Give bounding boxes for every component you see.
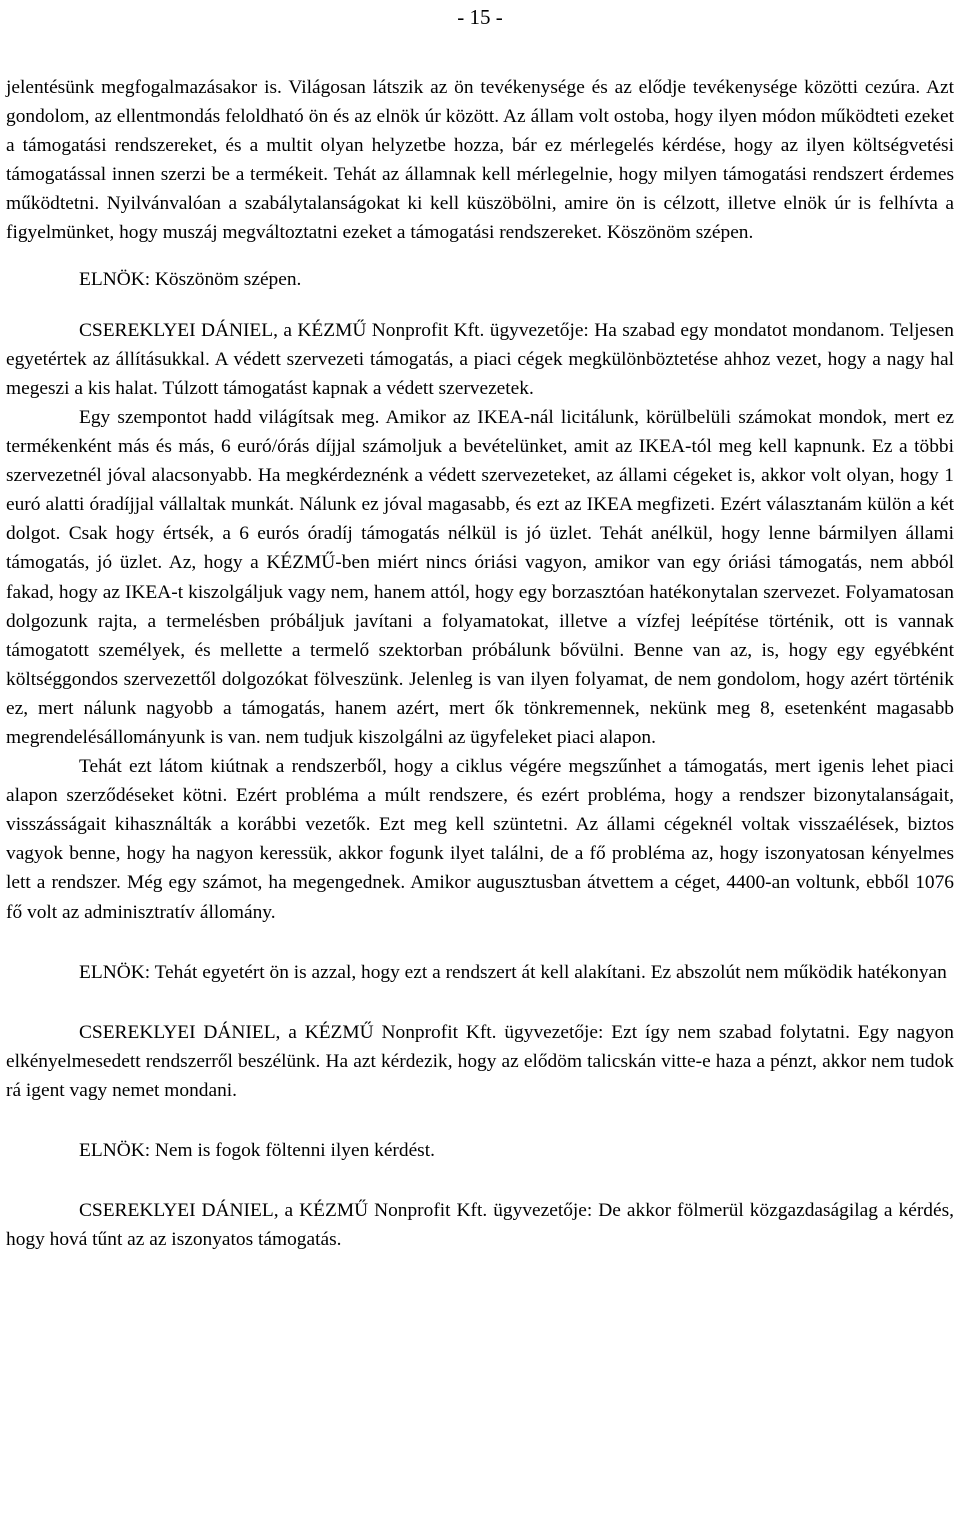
transcript-body — [6, 73, 954, 1254]
paragraph-chair-question: ELNÖK: Tehát egyetért ön is azzal, hogy ezt a rendszert át kell alakítani. Ez abszolút nem működik hatékonyan — [79, 961, 947, 983]
paragraph-speaker-reply: CSEREKLYEI DÁNIEL, a KÉZMŰ Nonprofit Kft. ügyvezetője: Ezt így nem szabad folytatni. Egy nagyon elkényelmesedett rendszerről beszélünk. Ha azt kérdezik, hogy az elődöm talicskán vitte-e haza a pénzt, akkor nem tudok rá igent vagy nemet mondani. — [6, 1021, 954, 1101]
paragraph-continuation: jelentésünk megfogalmazásakor is. Világosan látszik az ön tevékenysége és az elődje tevékenysége közötti cezúra. Azt gondolom, az ellentmondás feloldható ön és az elnök úr között. Az állam volt ostoba, hogy ilyen módon működteti ezeket a támogatási rendszereket, és a multit olyan helyzetbe hozza, bár ez mérlegelés kérdése, hogy az ilyen költségvetési támogatással innen szerzi be a termékeit. Tehát az államnak kell mérlegelnie, hogy milyen támogatási rendszert érdemes működtetni. Nyilvánvalóan a szabálytalanságokat ki kell küszöbölni, amire ön is célzott, illetve elnök úr is felhívta a figyelmünket, hogy muszáj megváltoztatni ezeket a támogatási rendszereket. Köszönöm szépen. — [6, 77, 954, 244]
paragraph-chair-remark: ELNÖK: Nem is fogok föltenni ilyen kérdést. — [79, 1140, 435, 1161]
document-page — [6, 0, 954, 1254]
paragraph-speaker-final: CSEREKLYEI DÁNIEL, a KÉZMŰ Nonprofit Kft. ügyvezetője: De akkor fölmerül közgazdaságilag a kérdés, hogy hová tűnt az az iszonyatos támogatás. — [6, 1200, 954, 1251]
paragraph-speaker-point: Egy szempontot hadd világítsak meg. Amikor az IKEA-nál licitálunk, körülbelüli számokat mondok, mert ez termékenként más és más, 6 euró/órás díjjal számoljuk a bevételünket, amit az IKEA-tól meg kell kapnunk. Ez a többi szervezetnél jóval alacsonyabb. Ha megkérdeznénk a védett szervezeteket, az állami cégeket is, akkor volt olyan, hogy 1 euró alatti óradíjjal vállaltak munkát. Nálunk ez jóval magasabb, és ezt az IKEA megfizeti. Ezért választanám külön a két dolgot. Csak hogy értsék, a 6 eurós óradíj támogatás nélkül is jó üzlet. Tehát anélkül, hogy lenne bármilyen állami támogatás, jó üzlet. Az, hogy a KÉZMŰ-ben miért nincs óriási vagyon, amikor van egy óriási támogatás, nem abból fakad, hogy az IKEA-t kiszolgáljuk vagy nem, hanem attól, hogy egy borzasztóan hatékonytalan szervezet. Folyamatosan dolgozunk rajta, a termelésben próbáljuk javítani a folyamatokat, illetve a vízfej leépítése történik, ott is vannak támogatott személyek, és mellette a termelő szektorban próbálunk bővülni. Benne van az, is, hogy egy egyébként költséggondos szervezettől dolgozókat fölveszünk. Jelenleg is van ilyen folyamat, de nem gondolom, hogy azért történik ez, mert nálunk nagyobb a támogatás, hanem azért, mert ők tönkremennek, nekünk meg 8, esetenként magasabb megrendelésállományunk is van. nem tudjuk kiszolgálni az ügyfeleket piaci alapon. — [6, 406, 954, 748]
paragraph-speaker-conclusion: Tehát ezt látom kiútnak a rendszerből, hogy a ciklus végére megszűnhet a támogatás, mert igenis lehet piaci alapon szerződéseket kötni. Ezért probléma a múlt rendszere, és ezért probléma, hogy a rendszer bizonytalanságait, visszásságait kihasználták a korábbi vezetők. Ezt meg kell szüntetni. Az állami cégeknél voltak visszaélések, biztos vagyok benne, hogy ha nagyon keressük, akkor fogunk ilyet találni, de a fő probléma az, hogy iszonyatosan kényelmes lett a rendszer. Még egy számot, ha megengednek. Amikor augusztusban átvettem a céget, 4400-an voltunk, ebből 1076 fő volt az adminisztratív állomány. — [6, 756, 954, 923]
paragraph-speaker-statement: CSEREKLYEI DÁNIEL, a KÉZMŰ Nonprofit Kft. ügyvezetője: Ha szabad egy mondatot mondanom. Teljesen egyetértek az állításukkal. A védett szervezeti támogatás, a piaci cégek megkülönböztetése ahhoz vezet, hogy a nagy hal megeszi a kis halat. Túlzott támogatást kapnak a védett szervezetek. — [6, 319, 954, 399]
paragraph-chair-thanks: ELNÖK: Köszönöm szépen. — [79, 268, 302, 290]
page-number: - 15 - — [457, 5, 503, 29]
